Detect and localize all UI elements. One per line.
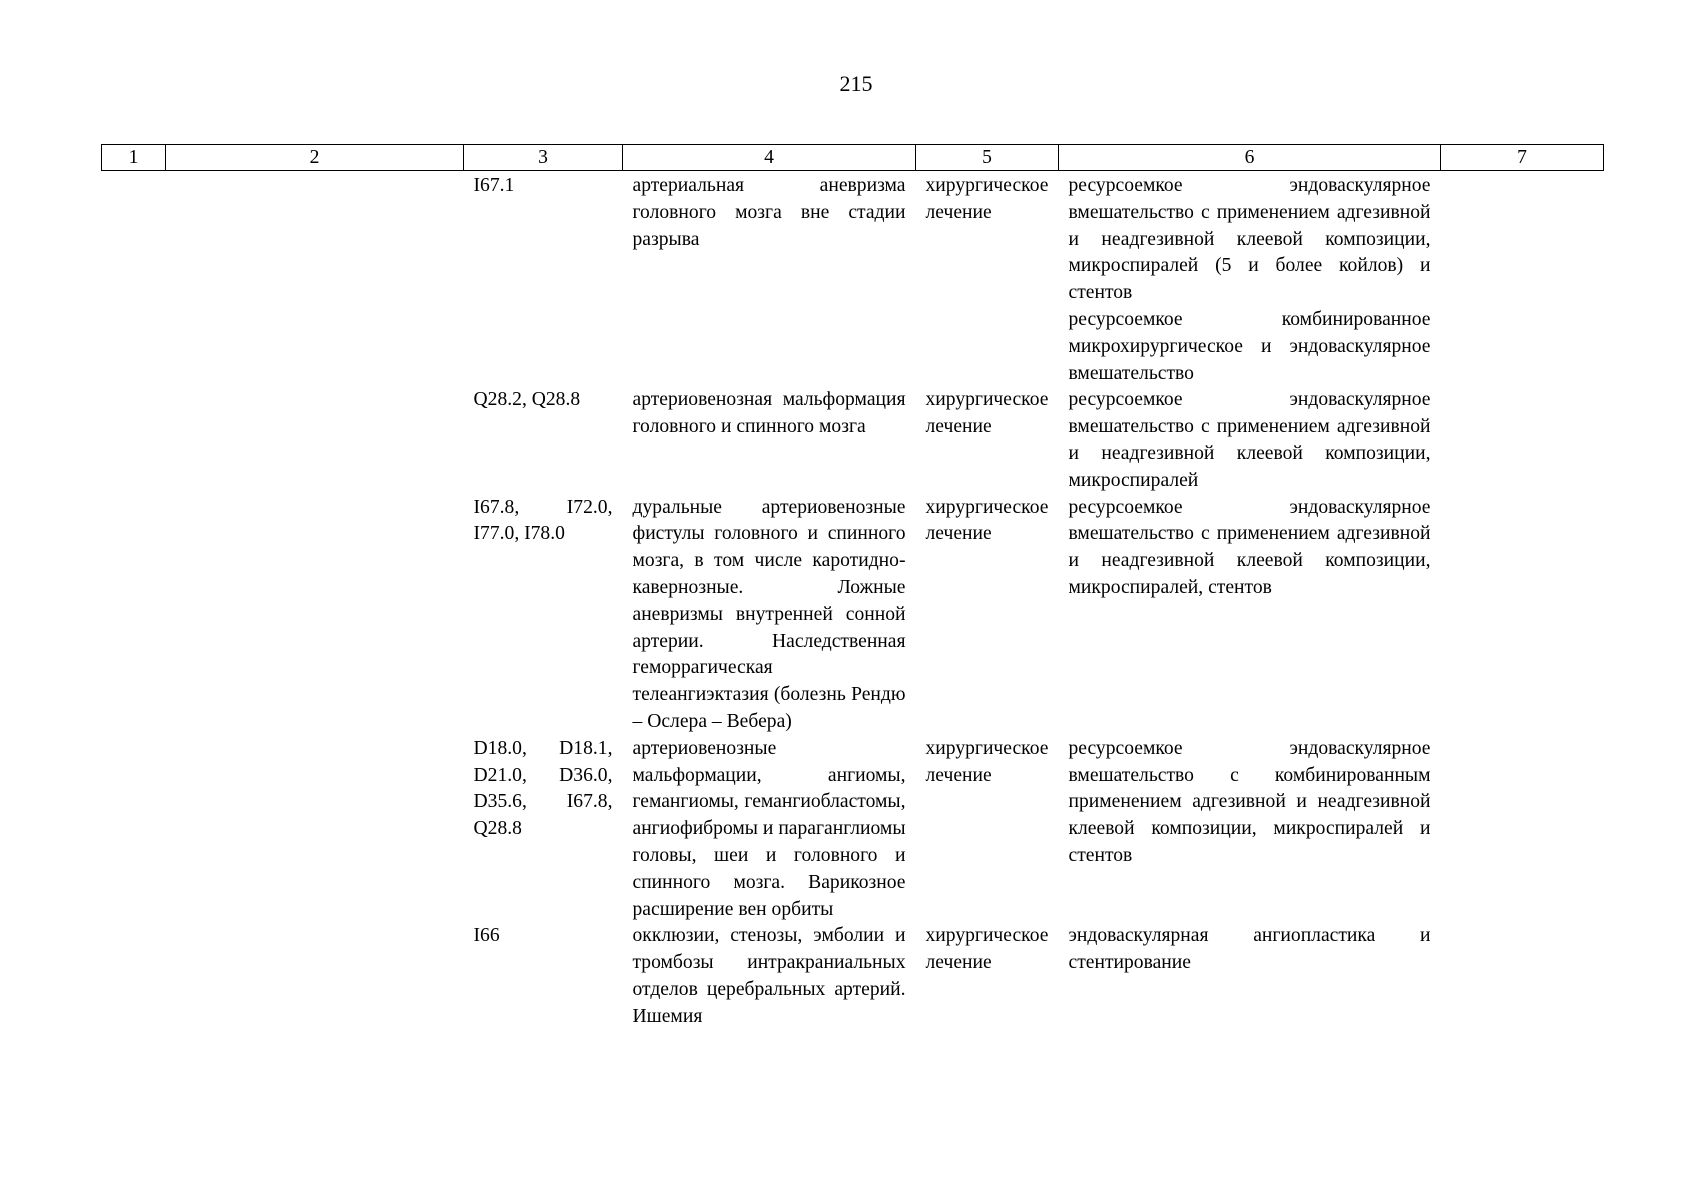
diagnosis-cell: окклюзии, стенозы, эмболии и тромбозы интракраниальных отделов церебральных артерий. Ишемия xyxy=(632,925,906,1027)
cell-empty xyxy=(102,736,166,924)
table-row xyxy=(102,495,1604,736)
icd-codes-cell: I67.1 xyxy=(473,175,515,196)
method-text: ресурсоемкое эндоваскулярное вмешательство с применением адгезивной и неадгезивной клеевой композиции, микроспиралей xyxy=(1068,389,1431,491)
treatment-type-cell: хирургическое лечение xyxy=(925,496,1049,545)
cell-empty xyxy=(166,495,464,736)
cell-empty xyxy=(1441,171,1604,388)
cell-empty xyxy=(102,923,166,1030)
icd-codes-cell: D18.0, D18.1, D21.0, D36.0, D35.6, I67.8, Q28.8 xyxy=(473,737,613,840)
diagnosis-cell: дуральные артериовенозные фистулы головного и спинного мозга, в том числе каротидно-кавернозные. Ложные аневризмы внутренней сонной артерии. Наследственная геморрагическая телеангиэктазия (болезнь Рендю – Ослера – Вебера) xyxy=(632,496,906,732)
treatment-type-cell: хирургическое лечение xyxy=(925,389,1049,438)
cell-empty xyxy=(102,495,166,736)
table-row xyxy=(102,923,1604,1030)
column-header-7: 7 xyxy=(1441,145,1604,171)
column-header-6: 6 xyxy=(1059,145,1441,171)
method-text: ресурсоемкое эндоваскулярное вмешательство с применением адгезивной и неадгезивной клеевой композиции, микроспиралей (5 и более койлов) и стентов xyxy=(1068,175,1431,304)
cell-empty xyxy=(166,736,464,924)
methods-cell xyxy=(1059,387,1441,494)
cell-empty xyxy=(1441,387,1604,494)
icd-codes-cell: Q28.2, Q28.8 xyxy=(473,389,581,411)
treatment-type-cell: хирургическое лечение xyxy=(925,737,1049,786)
cell-empty xyxy=(166,171,464,388)
method-text: ресурсоемкое эндоваскулярное вмешательство с комбинированным применением адгезивной и неадгезивной клеевой композиции, микроспиралей и стентов xyxy=(1068,737,1431,866)
treatment-type-cell: хирургическое лечение xyxy=(925,175,1049,223)
method-text: ресурсоемкое комбинированное микрохирургическое и эндоваскулярное вмешательство xyxy=(1068,308,1431,384)
column-header-4: 4 xyxy=(623,145,916,171)
table-row xyxy=(102,171,1604,388)
column-header-3: 3 xyxy=(464,145,623,171)
column-header-1: 1 xyxy=(102,145,166,171)
icd-codes-cell: I66 xyxy=(473,925,500,947)
methods-cell xyxy=(1059,171,1441,388)
cell-empty xyxy=(1441,923,1604,1030)
cell-empty xyxy=(1441,495,1604,736)
table-row xyxy=(102,736,1604,924)
diagnosis-cell: артериовенозные мальформации, ангиомы, гемангиомы, гемангиобластомы, ангиофибромы и параганглиомы головы, шеи и головного и спинного мозга. Варикозное расширение вен орбиты xyxy=(632,737,906,920)
table-header-row xyxy=(102,145,1604,171)
icd-codes-cell: I67.8, I72.0, I77.0, I78.0 xyxy=(473,496,613,545)
column-header-5: 5 xyxy=(916,145,1059,171)
column-header-2: 2 xyxy=(166,145,464,171)
diagnosis-cell: артериальная аневризма головного мозга вне стадии разрыва xyxy=(632,175,906,250)
methods-cell xyxy=(1059,736,1441,924)
cell-empty xyxy=(102,387,166,494)
table-row xyxy=(102,387,1604,494)
cell-empty xyxy=(166,923,464,1030)
method-text: ресурсоемкое эндоваскулярное вмешательство с применением адгезивной и неадгезивной клеевой композиции, микроспиралей, стентов xyxy=(1068,496,1431,598)
page-number: 215 xyxy=(839,71,873,96)
cell-empty xyxy=(102,171,166,388)
methods-cell xyxy=(1059,923,1441,1030)
methods-cell xyxy=(1059,495,1441,736)
cell-empty xyxy=(1441,736,1604,924)
procedures-table xyxy=(101,144,1604,1031)
diagnosis-cell: артериовенозная мальформация головного и спинного мозга xyxy=(632,389,906,438)
method-text: эндоваскулярная ангиопластика и стентирование xyxy=(1068,925,1431,974)
treatment-type-cell: хирургическое лечение xyxy=(925,925,1049,974)
cell-empty xyxy=(166,387,464,494)
